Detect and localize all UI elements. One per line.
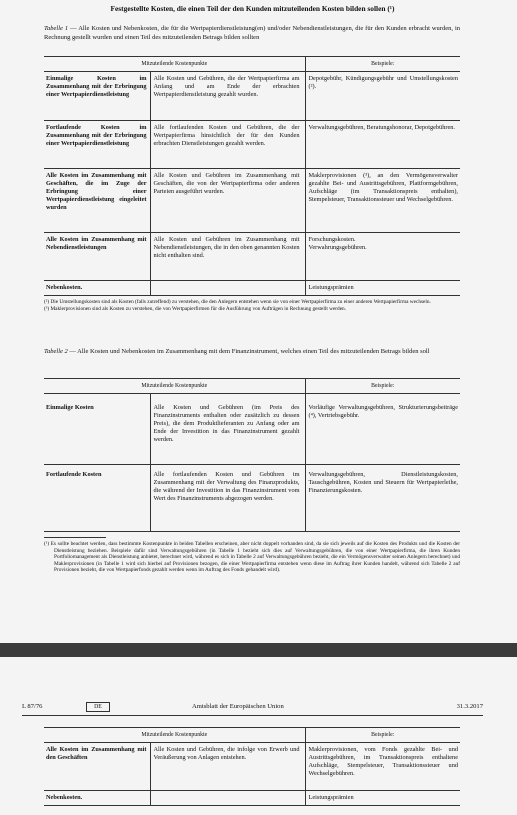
cost-item-description: Alle Kosten und Gebühren (im Preis des Finanzinstruments enthalten oder zusätzlich zu dessen Preis), die dem Produktlieferanten zu Anfang oder am Ende der Investition in das Finanzinstrument gezahlt werden. bbox=[150, 394, 305, 465]
page-title: Festgestellte Kosten, die einen Teil der den Kunden mitzuteilenden Kosten bilden sollen (¹) bbox=[110, 4, 395, 13]
cost-item-label: Nebenkosten. bbox=[44, 281, 150, 296]
cost-item-label: Alle Kosten im Zusammenhang mit Geschäften, die im Zuge der Erbringung einer Wertpapierdienstleistung eingeleitet wurden bbox=[44, 169, 150, 233]
page-header bbox=[22, 703, 483, 713]
cost-item-label: Einmalige Kosten im Zusammenhang mit der Erbringung einer Wertpapierdienstleistung bbox=[44, 72, 150, 121]
footnote: (²) Die Umstellungskosten sind als Kosten (falls zutreffend) zu verstehen, die den Anlegern entstehen wenn sie von einer Wertpapierfirma zu einer anderen Wertpapierfirma wechseln. bbox=[44, 299, 431, 305]
column-header-cost-items: Mitzuteilende Kostenpunkte bbox=[44, 728, 305, 743]
table-2-caption bbox=[44, 348, 460, 357]
table-1-header bbox=[44, 57, 460, 72]
cost-item-examples: Leistungsprämien bbox=[305, 791, 460, 806]
cost-item-examples: Maklerprovisionen, vom Fonds gezahlte Bei- und Austrittsgebühren, im Transaktionspreis enthaltene Aufschläge, Stempelsteuer, Transaktionssteuer und Wechselgebühren. bbox=[305, 743, 460, 791]
cost-item-description: Alle Kosten und Gebühren im Zusammenhang mit Geschäften, die von der Wertpapierfirma oder anderen Parteien ausgeführt wurden. bbox=[150, 169, 305, 233]
table-row bbox=[44, 233, 460, 281]
column-header-examples: Beispiele: bbox=[305, 57, 460, 72]
footnote-rule bbox=[44, 537, 106, 538]
column-header-cost-items: Mitzuteilende Kostenpunkte bbox=[44, 57, 305, 72]
cost-item-description: Alle Kosten und Gebühren, die der Wertpapierfirma am Anfang und am Ende der erbrachten Wertpapierdienstleistung gezahlt wurden. bbox=[150, 72, 305, 121]
table-row bbox=[44, 791, 460, 806]
cost-item-examples: Forschungskosten. Verwahrungsgebühren. bbox=[305, 233, 460, 281]
table-row bbox=[44, 72, 460, 121]
page-reference: L 87/76 bbox=[22, 703, 43, 710]
cost-item-examples: Maklerprovisionen (³), an den Vermögensverwalter gezahlte Bei- und Austrittsgebühren, Plattformgebühren, Aufschläge (im Transaktionspreis enthalten), Stempelsteuer, Transaktionssteuer und Wechselgebühren. bbox=[305, 169, 460, 233]
table-continued bbox=[44, 727, 460, 806]
table-1-caption-text: — Alle Kosten und Nebenkosten, die für die Wertpapierdienstleistung(en) und/oder Nebendienstleistungen, die für den Kunden erbracht wurden, in Rechnung gestellt wurden und einen Teil des mitzuteilenden Betrags bilden sollten bbox=[44, 25, 460, 41]
column-header-cost-items: Mitzuteilende Kostenpunkte bbox=[44, 379, 305, 394]
cost-item-description: Alle fortlaufenden Kosten und Gebühren, die der Wertpapierfirma hinsichtlich der für den Kunden erbrachten Dienstleistungen gezahlt werden. bbox=[150, 121, 305, 169]
table-1 bbox=[44, 56, 460, 296]
page-2 bbox=[0, 657, 517, 815]
cost-item-examples: Leistungsprämien bbox=[305, 281, 460, 296]
page-separator bbox=[0, 643, 517, 657]
table-row bbox=[44, 121, 460, 169]
table-row bbox=[44, 465, 460, 532]
table-1-caption bbox=[44, 25, 460, 42]
cost-item-description: Alle fortlaufenden Kosten und Gebühren im Zusammenhang mit der Verwaltung des Finanzprodukts, die während der Investition in das Finanzinstrument vom Wert des Finanzinstruments abgezogen werden. bbox=[150, 465, 305, 532]
header-rule bbox=[22, 715, 483, 716]
table-row bbox=[44, 743, 460, 791]
table-2-caption-text: — Alle Kosten und Nebenkosten im Zusammenhang mit dem Finanzinstrument, welches einen Teil des mitzuteilenden Betrags bilden soll bbox=[67, 348, 430, 355]
column-header-examples: Beispiele: bbox=[305, 379, 460, 394]
table-row bbox=[44, 169, 460, 233]
table-row bbox=[44, 281, 460, 296]
cost-item-label: Alle Kosten im Zusammenhang mit Nebendienstleistungen bbox=[44, 233, 150, 281]
cost-item-label: Fortlaufende Kosten bbox=[44, 465, 150, 532]
cost-item-examples: Vorläufige Verwaltungsgebühren, Strukturierungsbeiträge (⁴), Vertriebsgebühr. bbox=[305, 394, 460, 465]
table-2-label: Tabelle 2 bbox=[44, 348, 68, 355]
table-continued-header bbox=[44, 728, 460, 743]
column-header-examples: Beispiele: bbox=[305, 728, 460, 743]
footnote: (³) Maklerprovisionen sind als Kosten zu verstehen, die von Wertpapierfirmen für die Ausführung von Aufträgen in Rechnung gestellt werden. bbox=[44, 305, 347, 312]
publication-date: 31.3.2017 bbox=[456, 703, 483, 710]
cost-item-label: Einmalige Kosten bbox=[44, 394, 150, 465]
table-2-header bbox=[44, 379, 460, 394]
table-1-footnotes bbox=[44, 299, 460, 312]
cost-item-description bbox=[150, 281, 305, 296]
cost-item-examples: Verwaltungsgebühren, Beratungshonorar, Depotgebühren. bbox=[305, 121, 460, 169]
table-2-footnotes bbox=[44, 537, 460, 574]
cost-item-label: Nebenkosten. bbox=[44, 791, 150, 806]
cost-item-description bbox=[150, 791, 305, 806]
cost-item-examples: Depotgebühr, Kündigungsgebühr und Umstellungskosten (²). bbox=[305, 72, 460, 121]
journal-name: Amtsblatt der Europäischen Union bbox=[192, 703, 284, 710]
cost-item-label: Fortlaufende Kosten im Zusammenhang mit der Erbringung einer Wertpapierdienstleistung bbox=[44, 121, 150, 169]
cost-item-examples: Verwaltungsgebühren, Dienstleistungskosten, Tauschgebühren, Kosten und Steuern für Wertpapierleihe, Finanzierungskosten. bbox=[305, 465, 460, 532]
language-badge: DE bbox=[86, 702, 110, 712]
cost-item-description: Alle Kosten und Gebühren im Zusammenhang mit Nebendienstleistungen, die in den oben genannten Kosten nicht enthalten sind. bbox=[150, 233, 305, 281]
table-1-label: Tabelle 1 bbox=[44, 25, 69, 32]
table-row bbox=[44, 394, 460, 465]
cost-item-description: Alle Kosten und Gebühren, die infolge von Erwerb und Veräußerung von Anlagen entstehen. bbox=[150, 743, 305, 791]
footnote: (¹) Es sollte beachtet werden, dass bestimmte Kostenpunkte in beiden Tabellen erscheinen, aber nicht doppelt vorhanden sind, da sie sich jeweils auf die Kosten des Produkts und die Kosten der Dienstleistung beziehen. Beispiele dafür sind Verwaltungsgebühren (in Tabelle 1 bezieht sich dies auf Verwaltungsgebühren, die von einer Wertpapierfirma, die ihren Kunden Portfoliomanagement als Dienstleistung anbietet, berechnet wird, während es sich in Tabelle 2 auf Verwaltungsgebühren bezieht, die ein Vermögensverwalter seinen Anlegern berechnet) und Maklerprovisionen (in Tabelle 1 wird sich hierbei auf Provisionen bezogen, die einer Wertpapierfirma entstehen wenn diese im Auftrag ihrer Kunden handelt, während sich Tabelle 2 auf Provisionen bezieht, die von Wertpapierfonds gezahlt werden wenn im Auftrag des Fonds gehandelt wird). bbox=[44, 541, 460, 574]
table-2 bbox=[44, 378, 460, 532]
cost-item-label: Alle Kosten im Zusammenhang mit den Geschäften bbox=[44, 743, 150, 791]
